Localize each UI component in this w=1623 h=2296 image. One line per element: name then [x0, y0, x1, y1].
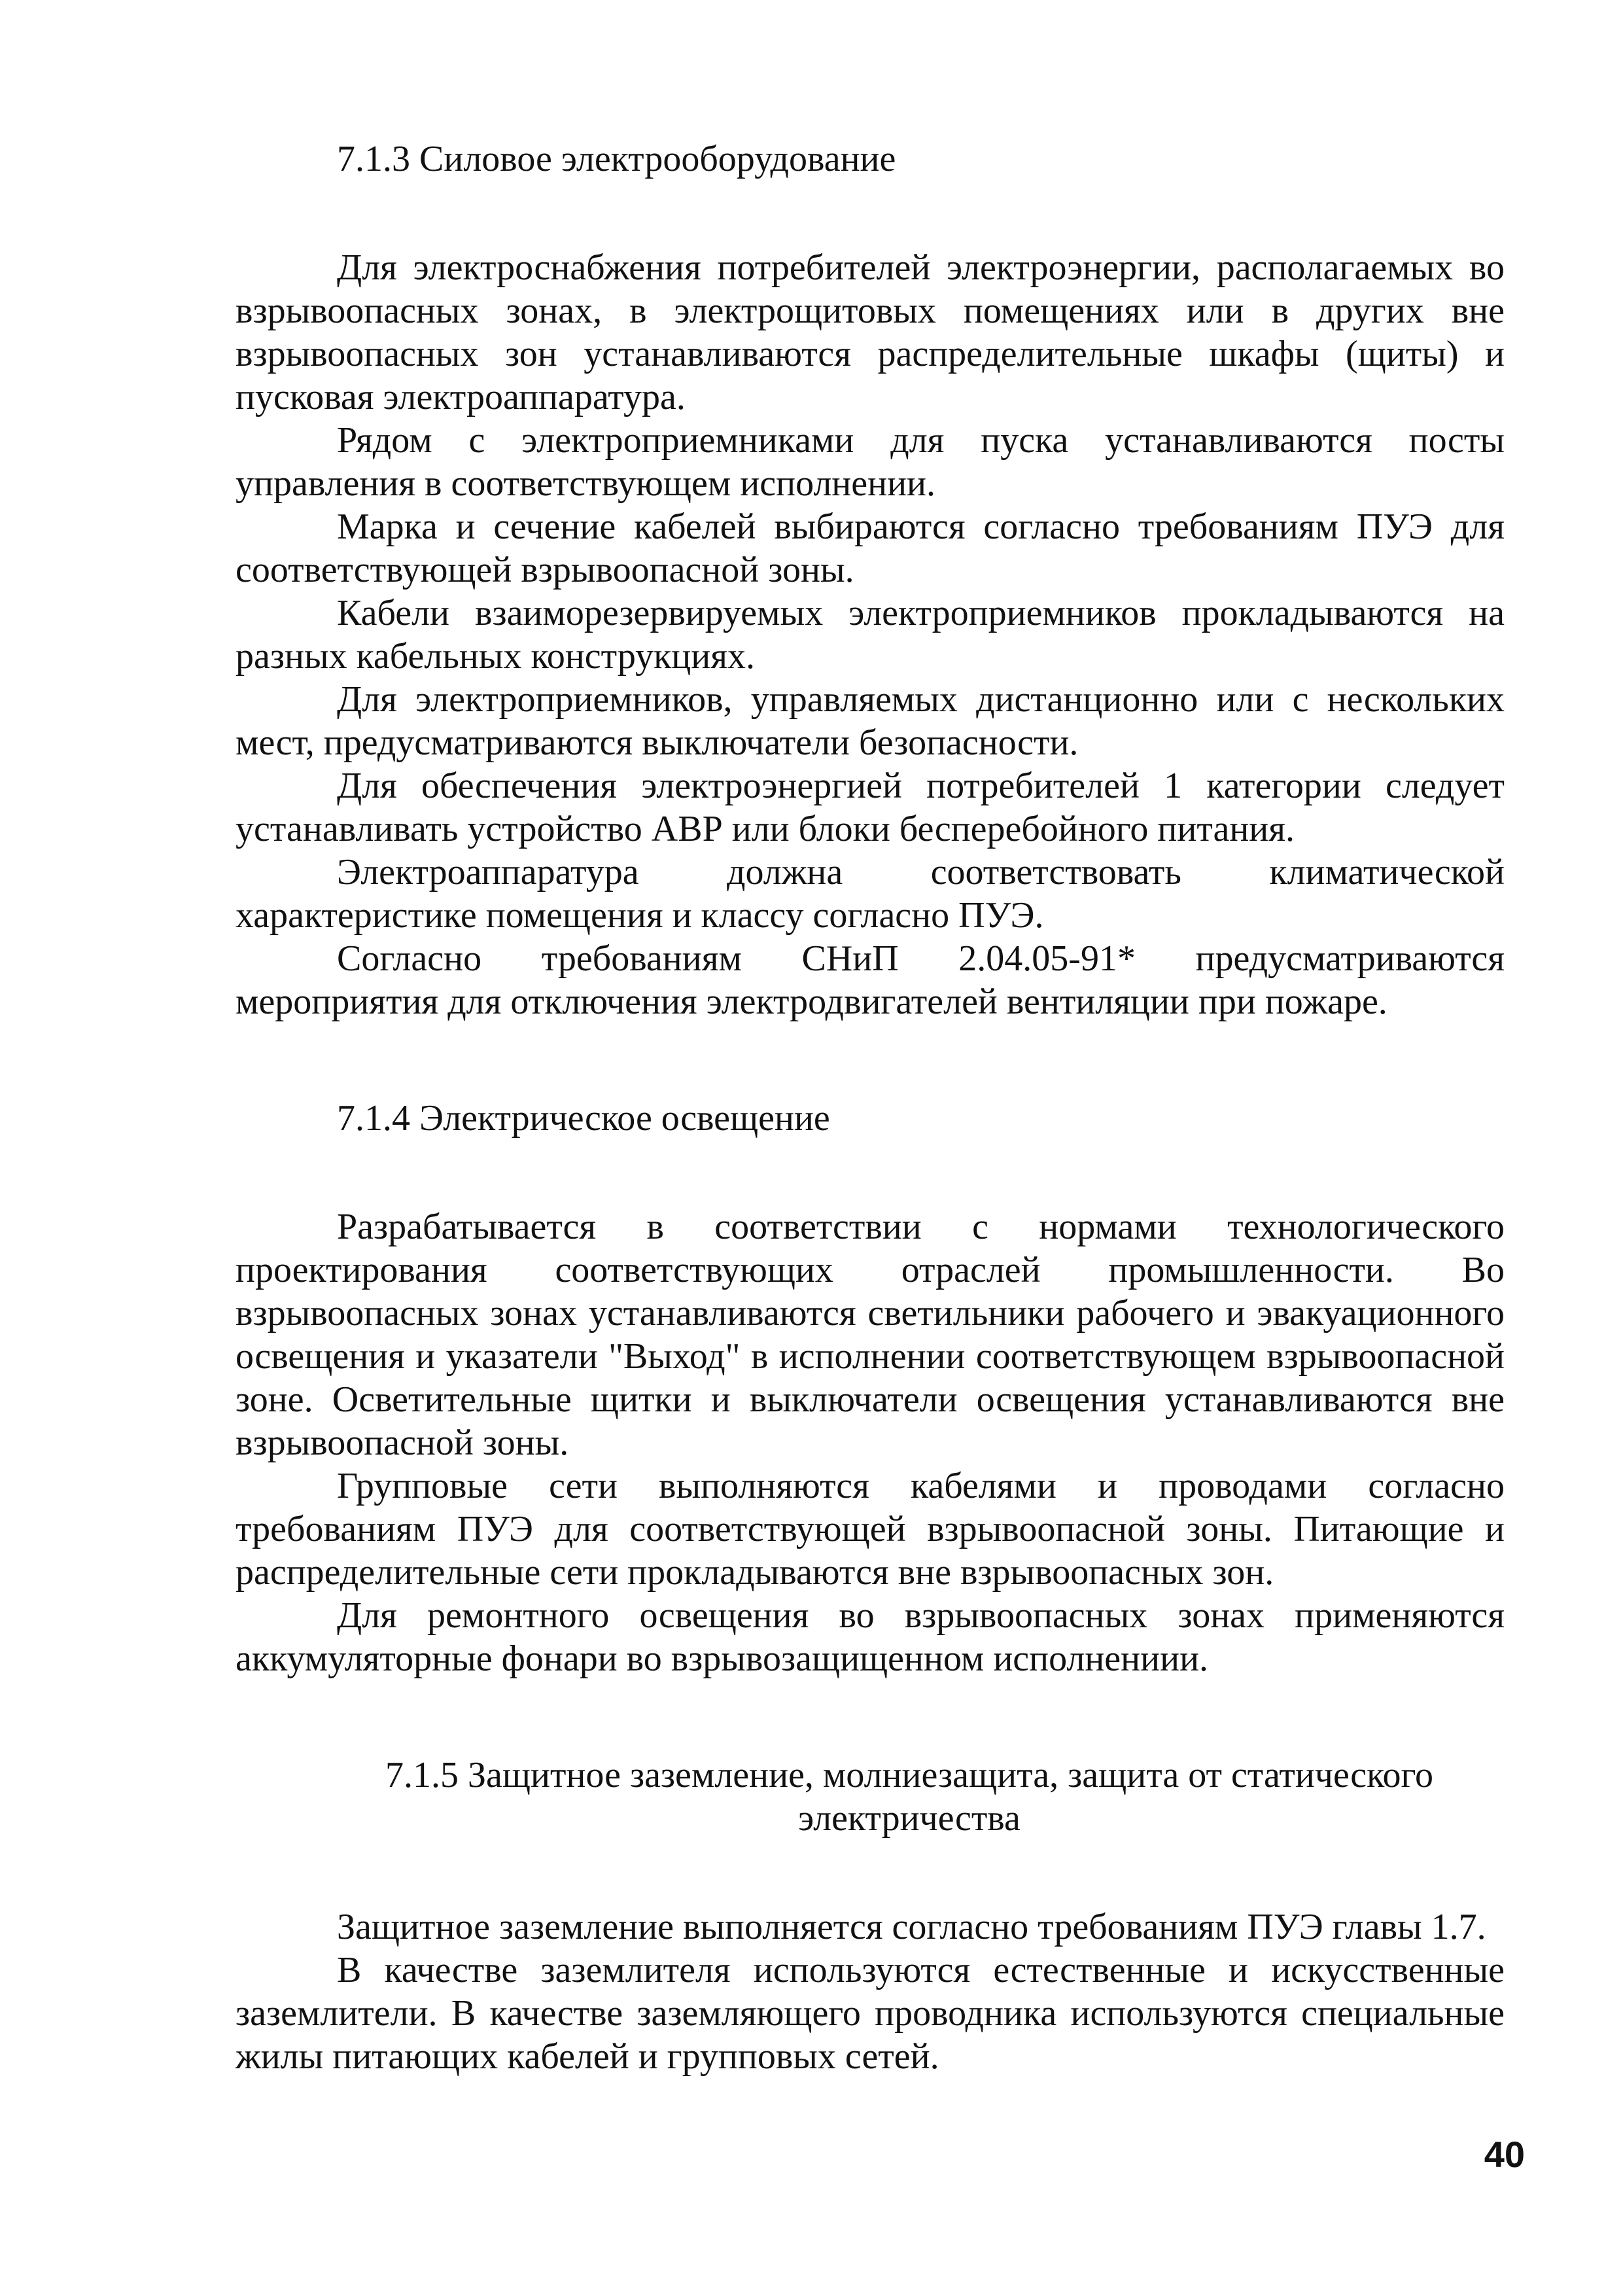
paragraph: Защитное заземление выполняется согласно требованиям ПУЭ главы 1.7. [337, 1907, 1486, 1947]
paragraph: Разрабатывается в соответствии с нормами технологического проектирования соответствующих отраслей промышленности. Во взрывоопасных зонах устанавливаются светильники рабочего и эвакуационного освещения и указатели "Выход" в исполнении соответствующем взрывоопасной зоне. Осветительные щитки и выключатели освещения устанавливаются вне взрывоопасной зоны. [236, 1207, 1505, 1463]
paragraph: Для ремонтного освещения во взрывоопасных зонах применяются аккумуляторные фонари во взрывозащищенном исполнениии. [236, 1595, 1505, 1679]
section-heading-7-1-4: 7.1.4 Электрическое освещение [337, 1098, 830, 1139]
paragraph: Для электроприемников, управляемых дистанционно или с нескольких мест, предусматриваются выключатели безопасности. [236, 679, 1505, 763]
paragraph: Рядом с электроприемниками для пуска устанавливаются посты управления в соответствующем исполнении. [236, 420, 1505, 504]
section-heading-7-1-3: 7.1.3 Силовое электрооборудование [337, 139, 896, 179]
paragraph: Согласно требованиям СНиП 2.04.05-91* предусматриваются мероприятия для отключения электродвигателей вентиляции при пожаре. [236, 938, 1505, 1022]
paragraph: Кабели взаиморезервируемых электроприемников прокладываются на разных кабельных конструкциях. [236, 593, 1505, 677]
paragraph: Для обеспечения электроэнергией потребителей 1 категории следует устанавливать устройство АВР или блоки бесперебойного питания. [236, 766, 1505, 849]
paragraph: Для электроснабжения потребителей электроэнергии, располагаемых во взрывоопасных зонах, в электрощитовых помещениях или в других вне взрывоопасных зон устанавливаются распределительные шкафы (щиты) и пусковая электроаппаратура. [236, 247, 1505, 417]
paragraph: Марка и сечение кабелей выбираются согласно требованиям ПУЭ для соответствующей взрывоопасной зоны. [236, 506, 1505, 590]
page-number: 40 [1484, 2134, 1525, 2175]
section-heading-7-1-5: 7.1.5 Защитное заземление, молниезащита, защита от статического [385, 1755, 1434, 1795]
page-content [236, 137, 1505, 2078]
paragraph: В качестве заземлителя используются естественные и искусственные заземлители. В качестве заземляющего проводника используются специальные жилы питающих кабелей и групповых сетей. [236, 1950, 1505, 2077]
section-heading-7-1-5-continued: электричества [798, 1798, 1021, 1839]
paragraph: Электроаппаратура должна соответствовать климатической характеристике помещения и классу согласно ПУЭ. [236, 852, 1505, 936]
paragraph: Групповые сети выполняются кабелями и проводами согласно требованиям ПУЭ для соответствующей взрывоопасной зоны. Питающие и распределительные сети прокладываются вне взрывоопасных зон. [236, 1466, 1505, 1593]
